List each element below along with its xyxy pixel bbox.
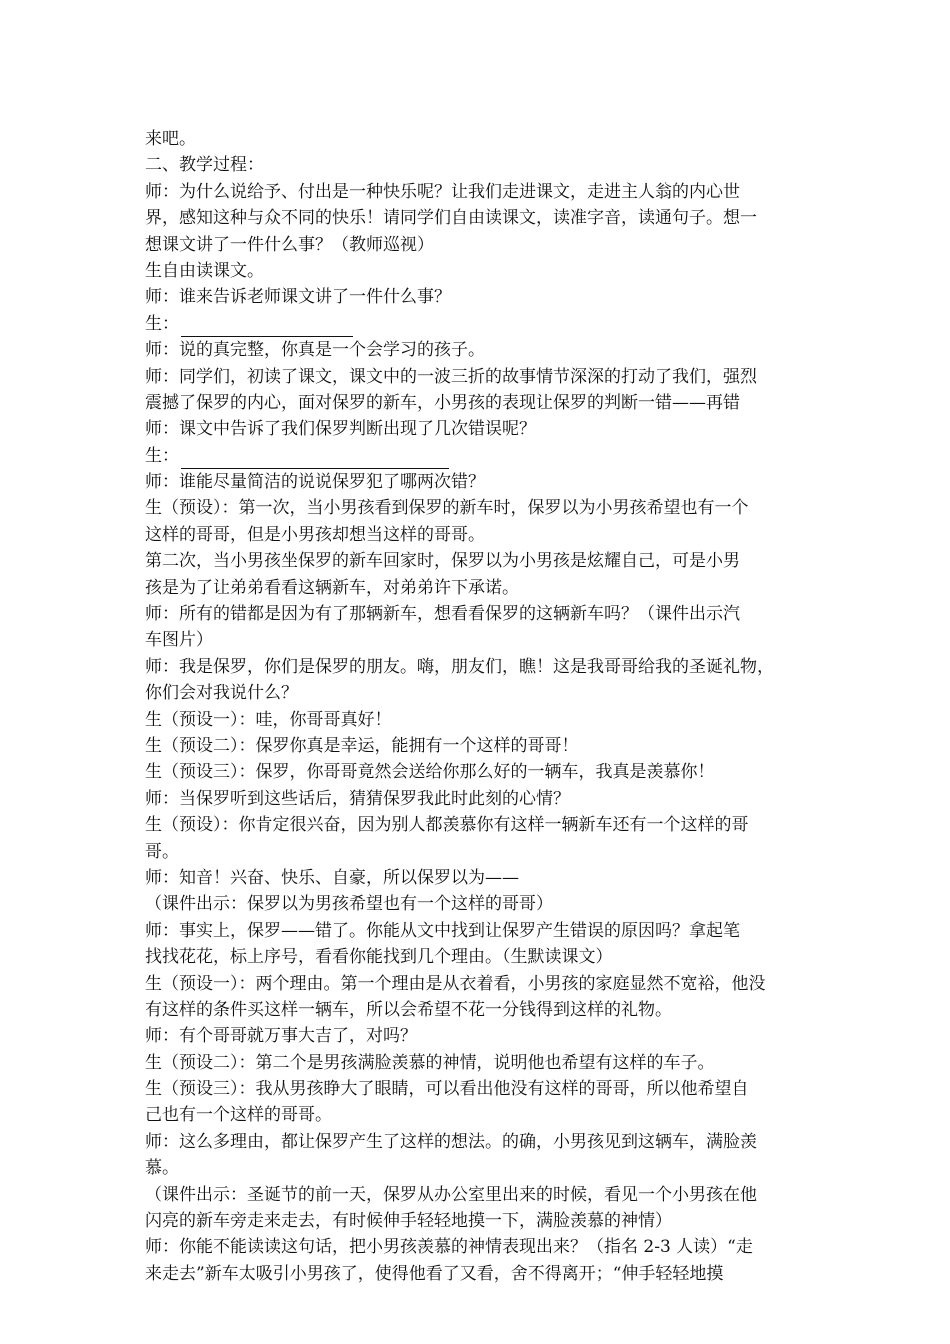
- text-line: 师：所有的错都是因为有了那辆新车，想看看保罗的这辆新车吗？（课件出示汽: [145, 604, 740, 625]
- document-body: [145, 126, 817, 1287]
- text-line: 界，感知这种与众不同的快乐！请同学们自由读课文，读准字音，读通句子。想一: [145, 208, 757, 229]
- text-line: 这样的哥哥，但是小男孩却想当这样的哥哥。: [145, 524, 485, 545]
- text-line: 师：你能不能读读这句话，把小男孩羡慕的神情表现出来？（指名 2-3 人读）“走: [145, 1237, 753, 1258]
- answer-line: [145, 311, 817, 337]
- text-line: 找找花花，标上序号，看看你能找到几个理由。（生默读课文）: [145, 947, 613, 968]
- answer-prefix: 生：: [145, 445, 179, 466]
- text-line: 慕。: [145, 1158, 179, 1179]
- text-line: 第二次，当小男孩坐保罗的新车回家时，保罗以为小男孩是炫耀自己，可是小男: [145, 551, 740, 572]
- answer-prefix: 生：: [145, 313, 179, 334]
- text-line: 师：为什么说给予、付出是一种快乐呢？让我们走进课文，走进主人翁的内心世: [145, 181, 740, 202]
- text-line: 你们会对我说什么？: [145, 683, 298, 704]
- text-line: 师：谁来告诉老师课文讲了一件什么事？: [145, 287, 451, 308]
- text-line: 师：同学们，初读了课文，课文中的一波三折的故事情节深深的打动了我们，强烈: [145, 366, 757, 387]
- text-line: 师：课文中告诉了我们保罗判断出现了几次错误呢？: [145, 419, 536, 440]
- text-line: 师：谁能尽量简洁的说说保罗犯了哪两次错？: [145, 472, 485, 493]
- text-line: 生（预设一）：两个理由。第一个理由是从衣着看，小男孩的家庭显然不宽裕，他没: [145, 973, 766, 994]
- text-line: 生（预设三）：我从男孩睁大了眼睛，可以看出他没有这样的哥哥，所以他希望自: [145, 1079, 749, 1100]
- text-line: 有这样的条件买这样一辆车，所以会希望不花一分钱得到这样的礼物。: [145, 999, 672, 1020]
- text-line: 师：当保罗听到这些话后，猜猜保罗我此时此刻的心情？: [145, 788, 570, 809]
- text-line: 车图片）: [145, 630, 213, 651]
- text-line: 师：我是保罗，你们是保罗的朋友。嗨，朋友们，瞧！这是我哥哥给我的圣诞礼物，: [145, 656, 774, 677]
- text-line: 闪亮的新车旁走来走去，有时候伸手轻轻地摸一下，满脸羡慕的神情）: [145, 1211, 672, 1232]
- text-line: 哥。: [145, 841, 179, 862]
- text-line: 生（预设二）：第二个是男孩满脸羡慕的神情，说明他也希望有这样的车子。: [145, 1052, 715, 1073]
- text-line: 来吧。: [145, 129, 196, 149]
- text-line: 生（预设二）：保罗你真是幸运，能拥有一个这样的哥哥！: [145, 735, 579, 756]
- text-line: 师：这么多理由，都让保罗产生了这样的想法。的确，小男孩见到这辆车，满脸羡: [145, 1131, 757, 1152]
- text-line: 生（预设）：你肯定很兴奋，因为别人都羡慕你有这样一辆新车还有一个这样的哥: [145, 815, 749, 836]
- answer-line: [145, 443, 817, 469]
- section-heading: 二、教学过程：: [145, 155, 264, 176]
- answer-blank: [181, 318, 353, 337]
- text-line: （课件出示：保罗以为男孩希望也有一个这样的哥哥）: [145, 894, 553, 915]
- text-line: 想课文讲了一件什么事？（教师巡视）: [145, 234, 434, 255]
- text-line: 生（预设三）：保罗，你哥哥竟然会送给你那么好的一辆车，我真是羡慕你！: [145, 762, 715, 783]
- text-line: 生（预设）：第一次，当小男孩看到保罗的新车时，保罗以为小男孩希望也有一个: [145, 498, 749, 519]
- text-line: 生自由读课文。: [145, 260, 264, 281]
- text-line: 孩是为了让弟弟看看这辆新车，对弟弟许下承诺。: [145, 577, 519, 598]
- text-line: 师：有个哥哥就万事大吉了，对吗？: [145, 1026, 417, 1047]
- text-line: （课件出示：圣诞节的前一天，保罗从办公室里出来的时候，看见一个小男孩在他: [145, 1184, 757, 1205]
- answer-blank: [181, 450, 449, 469]
- text-line: 生（预设一）：哇，你哥哥真好！: [145, 709, 392, 730]
- text-line: 震撼了保罗的内心，面对保罗的新车，小男孩的表现让保罗的判断一错——再错: [145, 392, 740, 413]
- text-line: 师：说的真完整，你真是一个会学习的孩子。: [145, 340, 485, 361]
- text-line: 来走去”新车太吸引小男孩了，使得他看了又看，舍不得离开；“伸手轻轻地摸: [145, 1263, 724, 1284]
- text-line: 师：知音！兴奋、快乐、自豪，所以保罗以为——: [145, 867, 519, 888]
- text-line: 己也有一个这样的哥哥。: [145, 1105, 332, 1126]
- text-line: 师：事实上，保罗——错了。你能从文中找到让保罗产生错误的原因吗？拿起笔: [145, 920, 740, 941]
